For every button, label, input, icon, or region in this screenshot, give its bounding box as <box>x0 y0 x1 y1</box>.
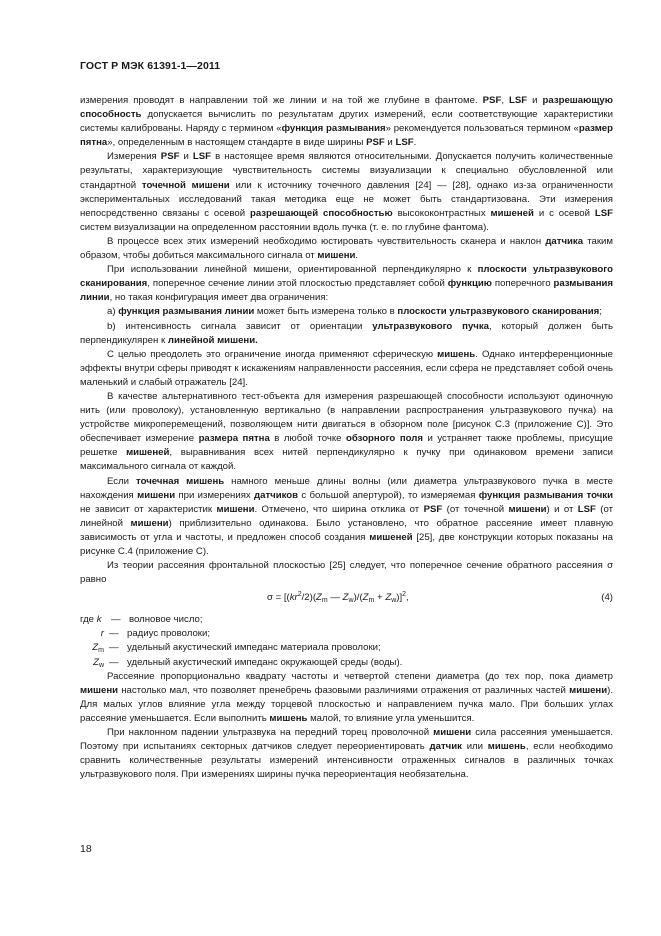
definitions-list <box>80 613 613 669</box>
definition-symbol: $Z_m$ <box>92 642 104 655</box>
paragraph: Рассеяние пропорционально квадрату частоты и четвертой степени диаметра (до тех пор, пока диаметр мишени настолько мал, что позволяет пренебречь фазовыми различиями отражения от различных частей мишени). Для малых углов влияние угла между торцевой плоскостью и направлением пучка мало. При больших углах рассеяние уменьшается. Если выполнить мишень малой, то влияние угла уменьшится. <box>80 670 613 724</box>
paragraph: При использовании линейной мишени, ориентированной перпендикулярно к плоскости ультразвукового сканирования, поперечное сечение линии этой плоскостью представляет собой функцию поперечного размывания линии, но такая конфигурация имеет два ограничения: <box>80 264 613 304</box>
definition-text: радиус проволоки; <box>127 628 211 640</box>
paragraph: измерения проводят в направлении той же линии и на той же глубине в фантоме. PSF, LSF и разрешающую способность допускается вычислить по результатам других измерений, если соответствующие характеристики системы калиброваны. Наряду с термином «функция размывания» рекомендуется пользоваться термином «размер пятна», определенным в настоящем стандарте в виде ширины PSF и LSF. <box>80 95 613 149</box>
paragraph: Измерения PSF и LSF в настоящее время являются относительными. Допускается получить количественные результаты, характеризующие чувствительность системы визуализации к специально обусловленной или стандартной точечной мишени или к источнику точечного давления [24] — [28], однако из-за ограниченности экспериментальных исследований такая методика еще не может быть стандартизована. Эти измерения непосредственно связаны с осевой разрешающей способностью высококонтрастных мишеней и с осевой LSF систем визуализации на определенном расстоянии вдоль пучка (т. е. по глубине фантома). <box>80 151 613 233</box>
formula-number: (4) <box>601 592 613 604</box>
paragraph: a) функция размывания линии может быть измерена только в плоскости ультразвукового сканирования; <box>107 306 602 318</box>
definition-symbol <box>80 613 101 627</box>
paragraph: С целью преодолеть это ограничение иногда применяют сферическую мишень. Однако интерференционные эффекты внутри сферы приводят к искажениям направленности рассеяния, если сфера не представляет собой очень маленький и слабый отражатель [24]. <box>80 348 613 388</box>
paragraphs-before-formula <box>80 94 613 587</box>
symbol: k <box>96 614 102 626</box>
definition-item <box>80 613 613 627</box>
definition-text: волновое число; <box>129 614 203 626</box>
definition-item <box>80 641 613 655</box>
paragraph: b) интенсивность сигнала зависит от ориентации ультразвукового пучка, который должен быть перпендикулярен к линейной мишени. <box>80 320 613 346</box>
definition-item <box>80 656 613 670</box>
paragraph: Если точечная мишень намного меньше длины волны (или диаметра ультразвукового пучка в месте нахождения мишени при измерениях датчиков с большой апертурой), то измеряемая функция размывания точки не зависит от характеристик мишени. Отмечено, что ширина отклика от PSF (от точечной мишени) и от LSF (от линейной мишени) приблизительно одинакова. Было установлено, что обратное рассеяние имеет плавную зависимость от угла и частоты, и предложен способ создания мишеней [25], две конструкции которых показаны на рисунке С.4 (приложение С). <box>80 475 614 557</box>
definition-item <box>80 627 613 641</box>
where-prefix: где <box>80 614 95 626</box>
document-body <box>80 94 613 782</box>
definition-dash: — <box>111 614 121 626</box>
formula-row <box>80 589 613 609</box>
definition-dash: — <box>109 642 119 654</box>
definition-dash: — <box>109 656 119 668</box>
paragraph: Из теории рассеяния фронтальной плоскостью [25] следует, что поперечное сечение обратного рассеяния σ равно <box>80 560 613 586</box>
paragraphs-after-formula <box>80 670 613 783</box>
definition-symbol: $Z_w$ <box>93 656 104 669</box>
document-header: ГОСТ Р МЭК 61391-1—2011 <box>80 60 221 72</box>
page-number: 18 <box>80 843 92 855</box>
paragraph: В качестве альтернативного тест-объекта для измерения разрешающей способности используют одиночную нить (или проволоку), установленную вертикально (в направлении распространения ультразвукового пучка) на устройстве микроперемещений, позволяющем нити двигаться в обзорном поле [рисунок С.3 (приложение С)]. Это обеспечивает измерение размера пятна в любой точке обзорного поля и устраняет также проблемы, присущие решетке мишеней, выравнивания всех нитей перпендикулярно к пучку при одинаковом времени записи максимального сигнала от каждой. <box>80 390 614 473</box>
definition-text: удельный акустический импеданс окружающей среды (воды). <box>127 656 403 668</box>
formula: $\sigma = [(kr^2/2)(Z_m$ — $Z_w)/(Z_m + Z_w)]^2$, <box>267 591 409 605</box>
paragraph: При наклонном падении ультразвука на передний торец проволочной мишени сила рассеяния уменьшается. Поэтому при испытаниях секторных датчиков следует переориентировать датчик или мишень, если необходимо сравнить количественные результаты измерений интенсивности отраженных сигналов в различных точках ультразвукового поля. При измерениях ширины пучка переориентация необязательна. <box>80 727 613 781</box>
definition-text: удельный акустический импеданс материала проволоки; <box>127 642 381 654</box>
paragraph: В процессе всех этих измерений необходимо юстировать чувствительность сканера и наклон датчика таким образом, чтобы добиться максимального сигнала от мишени. <box>80 235 613 262</box>
definition-dash: — <box>109 628 119 640</box>
definition-symbol: r <box>100 628 104 640</box>
